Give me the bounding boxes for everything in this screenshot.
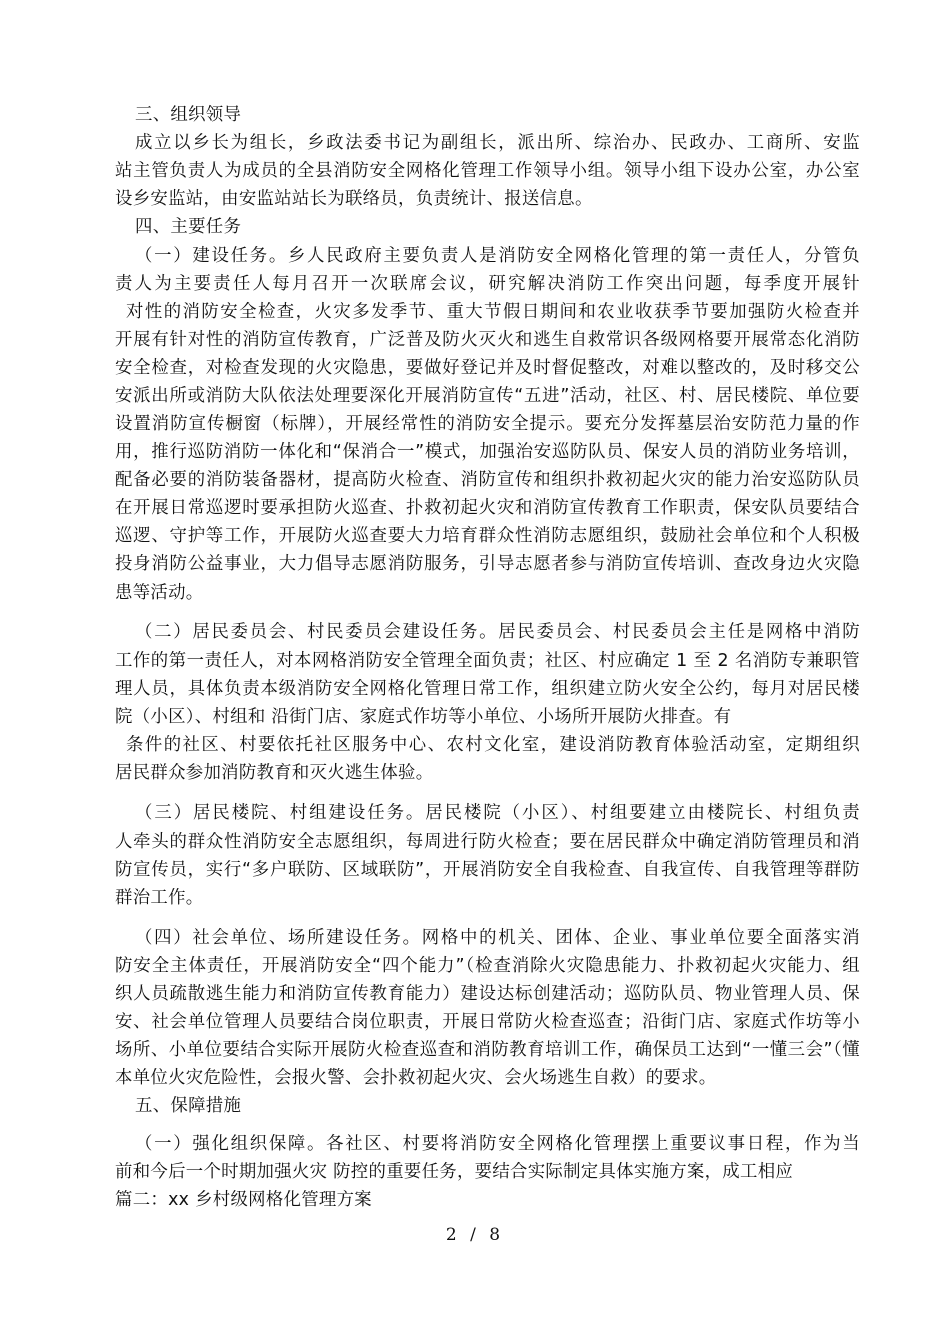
page-number: 2 / 8	[445, 1225, 505, 1245]
text-line: 巡逻、守护等工作，开展防火巡查要大力培育群众性消防志愿组织，鼓励社会单位和个人积极	[115, 526, 860, 546]
text-line: 对性的消防安全检查，火灾多发季节、重大节假日期间和农业收获季节要加强防火检查并	[126, 302, 860, 322]
text-line: 安全检查，对检查发现的火灾隐患，要做好登记并及时督促整改，对难以整改的，及时移交公	[115, 358, 860, 378]
text-line: 织人员疏散逃生能力和消防宣传教育能力）建设达标创建活动；巡防队员、物业管理人员、保	[115, 984, 860, 1004]
text-line: 防宣传员，实行“多户联防、区域联防”，开展消防安全自我检查、自我宣传、自我管理等群防	[115, 860, 860, 880]
text-line: 用，推行巡防消防一体化和“保消合一”模式，加强治安巡防队员、保安人员的消防业务培训，	[115, 442, 860, 462]
text-line: 防安全主体责任，开展消防安全“四个能力”（检查消除火灾隐患能力、扑救初起火灾能力、组	[115, 956, 860, 976]
text-line: （二）居民委员会、村民委员会建设任务。居民委员会、村民委员会主任是网格中消防	[135, 622, 860, 642]
text-line: 场所、小单位要结合实际开展防火检查巡查和消防教育培训工作，确保员工达到“一懂三会”（懂	[115, 1040, 860, 1060]
text-line: 理人员，具体负责本级消防安全网格化管理日常工作，组织建立防火安全公约，每月对居民楼	[115, 679, 860, 699]
text-line: 院（小区）、村组和 沿街门店、家庭式作坊等小单位、小场所开展防火排查。有	[115, 707, 732, 727]
text-line: 设乡安监站，由安监站站长为联络员，负责统计、报送信息。	[115, 189, 593, 209]
text-line: 五、保障措施	[135, 1096, 242, 1116]
text-line: 投身消防公益事业，大力倡导志愿消防服务，引导志愿者参与消防宣传培训、查改身边火灾隐	[115, 554, 860, 574]
text-line: 篇二：xx 乡村级网格化管理方案	[115, 1190, 372, 1210]
text-line: 患等活动。	[115, 583, 204, 603]
text-line: 三、组织领导	[135, 105, 242, 125]
text-line: 人牵头的群众性消防安全志愿组织，每周进行防火检查；要在居民群众中确定消防管理员和消	[115, 832, 860, 852]
text-line: 在开展日常巡逻时要承担防火巡查、扑救初起火灾和消防宣传教育工作职责，保安队员要结合	[115, 498, 860, 518]
text-line: （一）建设任务。乡人民政府主要负责人是消防安全网格化管理的第一责任人，分管负	[135, 246, 860, 266]
text-line: 责人为主要责任人每月召开一次联席会议，研究解决消防工作突出问题，每季度开展针	[115, 274, 860, 294]
text-line: 安派出所或消防大队依法处理要深化开展消防宣传“五进”活动，社区、村、居民楼院、单位要	[115, 386, 860, 406]
text-line: 前和今后一个时期加强火灾 防控的重要任务，要结合实际制定具体实施方案，成工相应	[115, 1162, 794, 1182]
text-line: 成立以乡长为组长，乡政法委书记为副组长，派出所、综治办、民政办、工商所、安监	[135, 133, 860, 153]
text-line: 条件的社区、村要依托社区服务中心、农村文化室，建设消防教育体验活动室，定期组织	[126, 735, 860, 755]
text-line: （四）社会单位、场所建设任务。网格中的机关、团体、企业、事业单位要全面落实消	[135, 928, 860, 948]
text-line: 安、社会单位管理人员要结合岗位职责，开展日常防火检查巡查；沿街门店、家庭式作坊等小	[115, 1012, 860, 1032]
text-line: （三）居民楼院、村组建设任务。居民楼院（小区）、村组要建立由楼院长、村组负责	[135, 803, 860, 823]
text-line: 居民群众参加消防教育和灭火逃生体验。	[115, 763, 434, 783]
text-line: 工作的第一责任人，对本网格消防安全管理全面负责；社区、村应确定 1 至 2 名消防专兼职管	[115, 651, 860, 671]
text-line: 群治工作。	[115, 888, 204, 908]
text-line: 配备必要的消防装备器材，提高防火检查、消防宣传和组织扑救初起火灾的能力治安巡防队员	[115, 470, 860, 490]
text-line: 四、主要任务	[135, 217, 242, 237]
text-line: 开展有针对性的消防宣传教育，广泛普及防火灭火和逃生自救常识各级网格要开展常态化消防	[115, 330, 860, 350]
text-line: 站主管负责人为成员的全县消防安全网格化管理工作领导小组。领导小组下设办公室，办公室	[115, 161, 860, 181]
text-line: （一）强化组织保障。各社区、村要将消防安全网格化管理摆上重要议事日程，作为当	[135, 1134, 860, 1154]
text-line: 本单位火灾危险性，会报火警、会扑救初起火灾、会火场逃生自救）的要求。	[115, 1068, 717, 1088]
text-line: 设置消防宣传橱窗（标牌），开展经常性的消防安全提示。要充分发挥墓层治安防范力量的作	[115, 414, 860, 434]
